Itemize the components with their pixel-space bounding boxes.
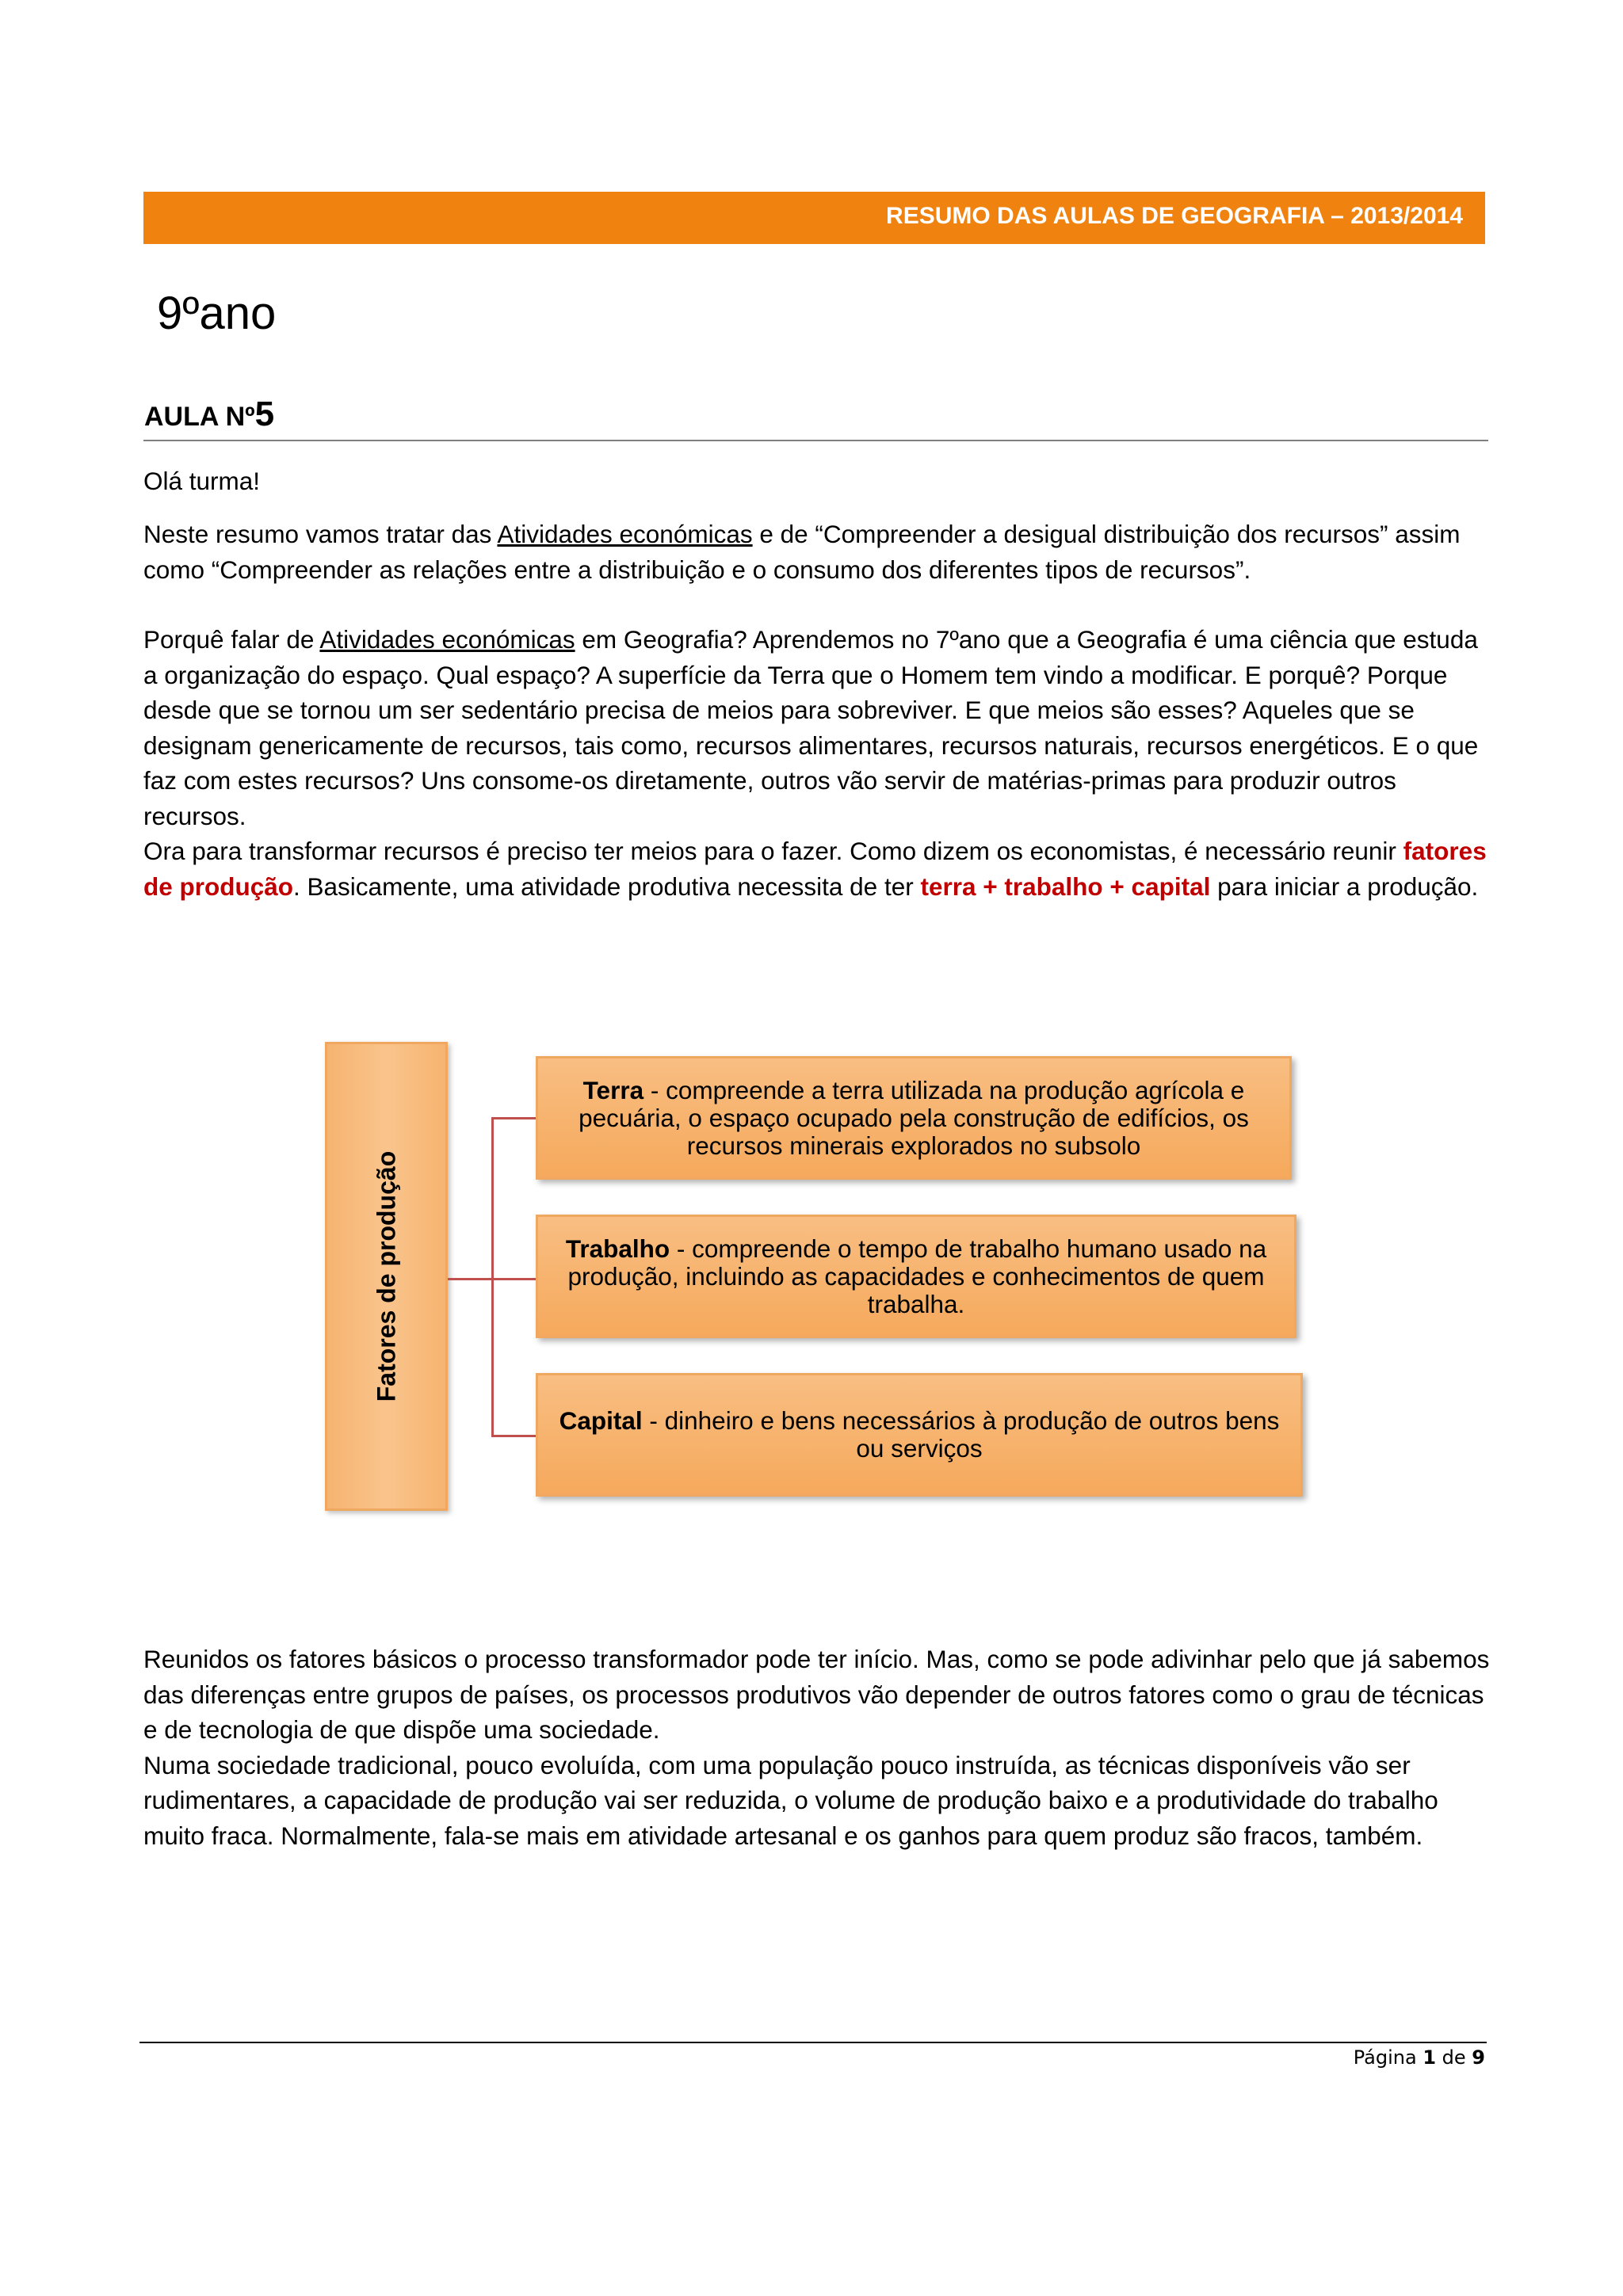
- atividades-link: Atividades económicas: [497, 520, 753, 548]
- connector-trabalho: [491, 1278, 537, 1280]
- lesson-number: 5: [254, 395, 275, 433]
- highlight-terra-trabalho-capital: terra + trabalho + capital: [920, 871, 1211, 901]
- footer-divider: [139, 2042, 1487, 2043]
- page-number: Página 1 de 9: [1353, 2046, 1485, 2069]
- highlight-fatores: fatores de produção: [143, 837, 1487, 901]
- diagram-root-label: Fatores de produção: [372, 1150, 400, 1402]
- diagram-root-box: [325, 1042, 448, 1511]
- header-title: RESUMO DAS AULAS DE GEOGRAFIA – 2013/2014: [886, 203, 1463, 229]
- header-bar: [143, 192, 1485, 244]
- connector-root: [448, 1278, 493, 1280]
- diagram-box-terra: Terra - compreende a terra utilizada na produção agrícola e pecuária, o espaço ocupado pela construção de edifícios, os recursos minerais explorados no subsolo: [536, 1056, 1292, 1180]
- intro-paragraph: Neste resumo vamos tratar das Atividades económicas e de “Compreender a desigual distribuição dos recursos” assim como “Compreender as relações entre a distribuição e o consumo dos diferentes tipos de recursos”.: [143, 520, 1461, 584]
- why-paragraph: Porquê falar de Atividades económicas em Geografia? Aprendemos no 7ºano que a Geografia é uma ciência que estuda a organização do espaço. Qual espaço? A superfície da Terra que o Homem tem vindo a modificar. E porquê? Porque desde que se tornou um ser sedentário precisa de meios para sobreviver. E que meios são esses? Aqueles que se designam genericamente de recursos, tais como, recursos alimentares, recursos naturais, recursos energéticos. E o que faz com estes recursos? Uns consome-os diretamente, outros vão servir de matérias-primas para produzir outros recursos. Ora para transformar recursos é preciso ter meios para o fazer. Como dizem os economistas, é necessário reunir fatores de produção. Basicamente, uma atividade produtiva necessita de ter terra + trabalho + capital para iniciar a produção.: [143, 622, 1491, 904]
- lesson-label: AULA Nº: [144, 402, 255, 432]
- diagram-box-capital: Capital - dinheiro e bens necessários à produção de outros bens ou serviços: [536, 1373, 1303, 1497]
- greeting: Olá turma!: [143, 467, 261, 495]
- heading-divider: [143, 440, 1488, 441]
- closing-paragraph: Reunidos os fatores básicos o processo transformador pode ter início. Mas, como se pode adivinhar pelo que já sabemos das diferenças entre grupos de países, os processos produtivos vão depender de outros fatores como o grau de técnicas e de tecnologia de que dispõe uma sociedade. Numa sociedade tradicional, pouco evoluída, com uma população pouco instruída, as técnicas disponíveis vão ser rudimentares, a capacidade de produção vai ser reduzida, o volume de produção baixo e a produtividade do trabalho muito fraca. Normalmente, fala-se mais em atividade artesanal e os ganhos para quem produz são fracos, também.: [143, 1645, 1490, 1850]
- atividades-link-2: Atividades económicas: [319, 625, 575, 654]
- factors-paragraph: Ora para transformar recursos é preciso ter meios para o fazer. Como dizem os economistas, é necessário reunir fatores de produção. Basicamente, uma atividade produtiva necessita de ter terra + trabalho + capital para iniciar a produção.: [143, 837, 1487, 901]
- connector-terra: [491, 1117, 537, 1119]
- diagram-box-trabalho: Trabalho - compreende o tempo de trabalho humano usado na produção, incluindo as capacidades e conhecimentos de quem trabalha.: [536, 1215, 1296, 1338]
- connector-vertical: [491, 1117, 494, 1436]
- lesson-heading: [144, 395, 274, 434]
- connector-capital: [491, 1435, 537, 1437]
- grade-title: 9ºano: [157, 288, 277, 339]
